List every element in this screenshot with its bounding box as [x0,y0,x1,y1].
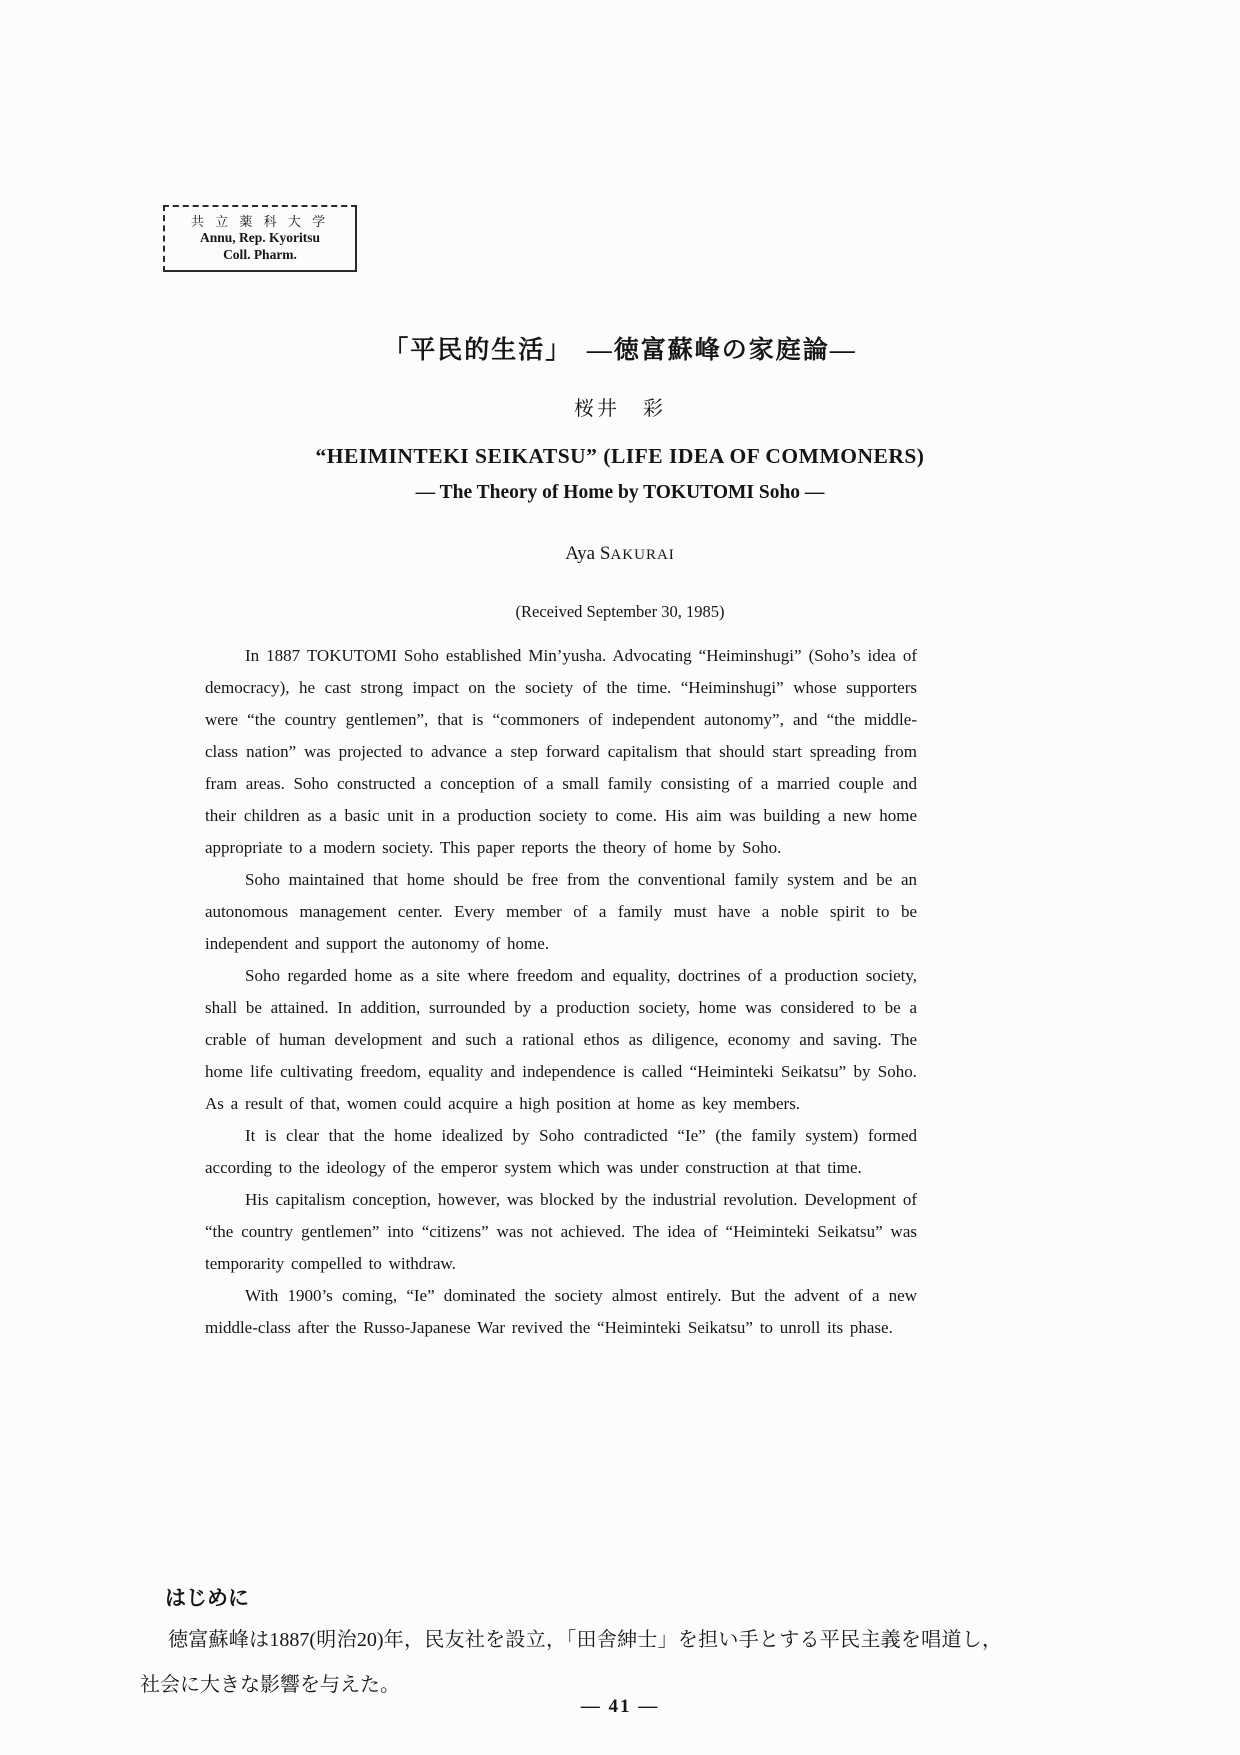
stamp-report-name-2: Coll. Pharm. [223,247,297,263]
library-stamp [163,205,357,272]
abstract-body [205,640,917,1344]
abstract-paragraph-5: His capitalism conception, however, was blocked by the industrial revolution. Development of “the country gentlemen” into “citizens” was not achieved. The idea of “Heiminteki Seikatsu” was temporarity compelled to withdraw. [205,1190,917,1273]
author-surname-caps: AKURAI [610,547,675,563]
introduction-section [140,1578,1002,1708]
title-english-line2: — The Theory of Home by TOKUTOMI Soho — [415,482,825,503]
page-number: — 41 — [580,1696,660,1717]
author-english [0,543,1240,565]
received-date-line: (Received September 30, 1985) [515,602,725,621]
introduction-text: 徳富蘇峰は1887(明治20)年，民友社を設立，「田舎紳士」を担い手とする平民主義を唱道し，社会に大きな影響を与えた。 [140,1629,1002,1696]
introduction-heading: はじめに [165,1586,249,1610]
title-english-line1: “HEIMINTEKI SEIKATSU” (LIFE IDEA OF COMMONERS) [315,444,925,468]
abstract-paragraph-1: In 1887 TOKUTOMI Soho established Min’yusha. Advocating “Heiminshugi” (Soho’s idea of democracy), he cast strong impact on the society of the time. “Heiminshugi” whose supporters were “the country gentlemen”, that is “commoners of independent autonomy”, and “the middle-class nation” was projected to advance a step forward capitalism that should start spreading from fram areas. Soho constructed a conception of a small family consisting of a married couple and their children as a basic unit in a production society to come. His aim was building a new home appropriate to a modern society. This paper reports the theory of home by Soho. [205,646,917,857]
stamp-report-name: Annu, Rep. Kyoritsu [199,230,321,246]
title-japanese: 「平民的生活」 —徳富蘇峰の家庭論— [383,337,857,364]
abstract-paragraph-4: It is clear that the home idealized by Soho contradicted “Ie” (the family system) formed according to the ideology of the emperor system which was under construction at that time. [205,1126,917,1177]
abstract-paragraph-2: Soho maintained that home should be free from the conventional family system and be an autonomous management center. Every member of a family must have a noble spirit to be independent and support the autonomy of home. [205,870,917,953]
author-japanese: 桜井 彩 [574,398,666,420]
author-given-name: Aya [565,543,600,564]
author-surname-initial: S [599,543,611,564]
stamp-university-name: 共 立 薬 科 大 学 [190,214,330,229]
abstract-paragraph-3: Soho regarded home as a site where freedom and equality, doctrines of a production society, shall be attained. In addition, surrounded by a production society, home was considered to be a crable of human development and such a rational ethos as diligence, economy and saving. The home life cultivating freedom, equality and independence is called “Heiminteki Seikatsu” by Soho. As a result of that, women could acquire a high position at home as key members. [205,966,917,1113]
abstract-paragraph-6: With 1900’s coming, “Ie” dominated the society almost entirely. But the advent of a new middle-class after the Russo-Japanese War revived the “Heiminteki Seikatsu” to unroll its phase. [205,1286,917,1337]
